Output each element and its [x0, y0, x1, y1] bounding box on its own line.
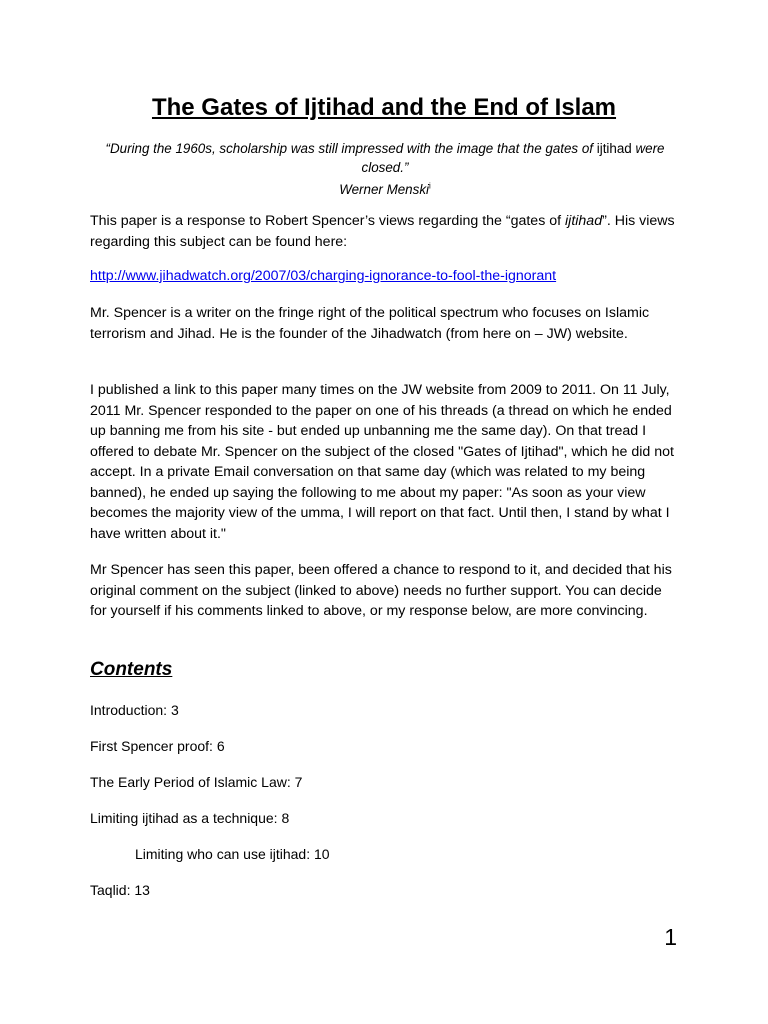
toc-item[interactable]: First Spencer proof: 6: [90, 738, 225, 754]
toc-item[interactable]: Limiting who can use ijtihad: 10: [135, 846, 330, 862]
intro-term: ijtihad: [565, 213, 603, 229]
intro-paragraph: [90, 211, 680, 252]
epigraph-quote-part2: were closed.”: [361, 141, 665, 175]
toc-item[interactable]: Limiting ijtihad as a technique: 8: [90, 810, 290, 826]
toc-item[interactable]: Taqlid: 13: [90, 882, 150, 898]
epigraph-quote-part1: “During the 1960s, scholarship was still impressed with the image that the gates of: [105, 141, 597, 156]
epigraph-quote: [106, 141, 665, 175]
paragraph-3: I published a link to this paper many times on the JW website from 2009 to 2011. On 11 July, 2011 Mr. Spencer responded to the paper on one of his threads (a thread on which he ended up banning me from his site - but ended up unbanning me the same day). On that tread I offered to debate Mr. Spencer on the subject of the closed "Gates of Ijtihad", which he did not accept. In a private Email conversation on that same day (which was related to my being banned), he ended up saying the following to me about my paper: "As soon as your view becomes the majority view of the umma, I will report on that fact. Until then, I stand by what I have written about it.": [90, 382, 674, 542]
toc-item[interactable]: The Early Period of Islamic Law: 7: [90, 774, 303, 790]
jihadwatch-link[interactable]: http://www.jihadwatch.org/2007/03/charging-ignorance-to-fool-the-ignorant: [90, 268, 557, 284]
link-paragraph: [90, 266, 680, 287]
intro-text-before: This paper is a response to Robert Spencer’s views regarding the “gates of: [90, 213, 566, 229]
footnote-marker[interactable]: i: [429, 182, 431, 191]
epigraph-quote-term: ijtihad: [596, 141, 632, 156]
toc-item[interactable]: Introduction: 3: [90, 702, 179, 718]
paragraph-4: Mr Spencer has seen this paper, been offered a chance to respond to it, and decided that his original comment on the subject (linked to above) needs no further support. You can decide for yourself if his comments linked to above, or my response below, are more convincing.: [90, 562, 672, 619]
intro-text-after: ”. His views regarding this subject can be found here:: [90, 213, 675, 250]
epigraph-author-name: Werner Menski: [339, 182, 429, 198]
paragraph-2: Mr. Spencer is a writer on the fringe right of the political spectrum who focuses on Islamic terrorism and Jihad. He is the founder of the Jihadwatch (from here on – JW) website.: [90, 305, 650, 342]
contents-heading: Contents: [90, 659, 173, 680]
page-number: 1: [664, 924, 677, 950]
epigraph-author: [339, 182, 431, 197]
document-title: The Gates of Ijtihad and the End of Islam: [151, 94, 617, 121]
epigraph: [90, 139, 680, 199]
